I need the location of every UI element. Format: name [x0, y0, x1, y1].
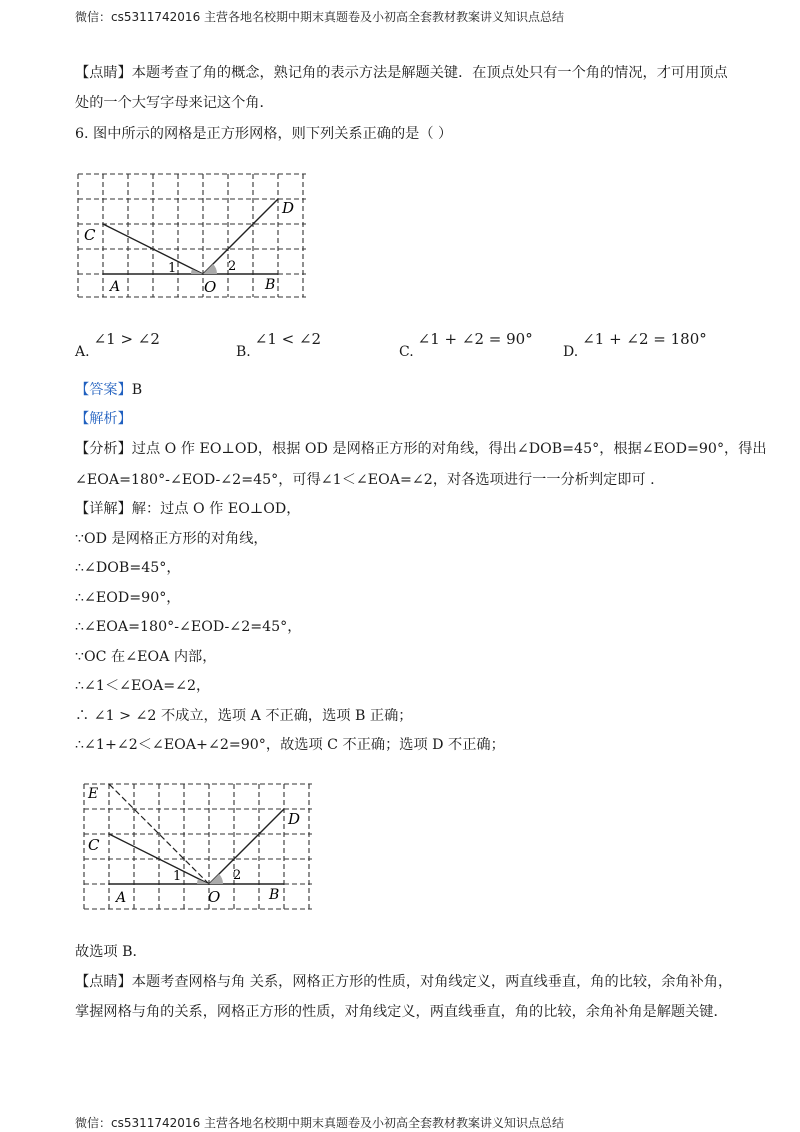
final-comment-tag: 【点睛】: [75, 974, 132, 990]
detail-line-2: ∴∠DOB=45°，: [75, 560, 181, 576]
prev-comment-line2: 处的一个大写字母来记这个角．: [75, 95, 274, 111]
detail-line-6: ∴∠1＜∠EOA=∠2，: [75, 678, 211, 694]
label-1: 1: [168, 261, 177, 276]
analysis-tag: 【分析】: [75, 441, 132, 457]
label-2-2: 2: [233, 868, 242, 883]
label-c-2: C: [88, 836, 100, 854]
option-c-label: C.: [399, 344, 414, 360]
option-b-expr: ∠1 < ∠2: [254, 330, 322, 348]
page-footer: 微信：cs5311742016 主营各地名校期中期末真题卷及小初高全套教材教案讲义知识点总结: [75, 1116, 565, 1130]
final-comment-line1: [75, 973, 732, 991]
option-d-expr: ∠1 + ∠2 = 180°: [582, 330, 707, 348]
prev-comment-tag: 【点睛】: [75, 65, 132, 81]
question-text: 6. 图中所示的网格是正方形网格，则下列关系正确的是（ ）: [75, 126, 453, 142]
label-o: O: [204, 278, 217, 296]
label-2: 2: [228, 259, 237, 274]
detail-line-1: ∵OD 是网格正方形的对角线，: [75, 531, 268, 547]
angle-2-mark: [203, 264, 217, 274]
analysis-line2: ∠EOA=180°-∠EOD-∠2=45°，可得∠1＜∠EOA=∠2，对各选项进行一一分析判定即可 .: [75, 472, 655, 488]
prev-comment-line1: [75, 64, 728, 82]
label-a-2: A: [116, 890, 127, 906]
prev-comment-text1: 本题考查了角的概念，熟记角的表示方法是解题关键．在顶点处只有一个角的情况，才可用顶点: [131, 65, 728, 81]
option-b-label: B.: [236, 344, 251, 360]
figure-2-grid: [76, 778, 321, 918]
ray-od: [203, 199, 278, 274]
option-b: [236, 330, 322, 360]
answer-line: [75, 381, 142, 399]
conclusion-text: 故选项 B．: [75, 944, 147, 960]
detail-line-3: ∴∠EOD=90°，: [75, 590, 181, 606]
detail-line-8: ∴∠1+∠2＜∠EOA+∠2=90°，故选项 C 不正确；选项 D 不正确；: [75, 737, 505, 753]
label-a: A: [110, 279, 121, 295]
analysis-text1: 过点 O 作 EO⊥OD，根据 OD 是网格正方形的对角线，得出∠DOB=45°，根据∠EOD=90°，得出: [131, 441, 767, 457]
option-d-label: D.: [563, 344, 579, 360]
figure-1-grid: [70, 168, 315, 303]
final-comment-text1: 本题考查网格与角 关系，网格正方形的性质，对角线定义，两直线垂直，角的比较，余角补角，: [131, 974, 733, 990]
detail-line-4: ∴∠EOA=180°-∠EOD-∠2=45°，: [75, 619, 302, 635]
analysis-header: 【解析】: [75, 411, 132, 427]
option-d: [563, 330, 707, 360]
detail-text0: 解：过点 O 作 EO⊥OD，: [131, 501, 301, 517]
angle-2-mark-2: [209, 874, 223, 884]
detail-line-5: ∵OC 在∠EOA 内部，: [75, 649, 217, 665]
option-a: [75, 330, 160, 360]
option-a-expr: ∠1 > ∠2: [93, 330, 160, 348]
ray-od-2: [209, 809, 284, 884]
detail-line-0: [75, 500, 300, 518]
label-1-2: 1: [173, 869, 182, 884]
detail-line-7: ∴ ∠1 > ∠2 不成立，选项 A 不正确，选项 B 正确；: [75, 708, 413, 724]
detail-tag: 【详解】: [75, 501, 132, 517]
option-a-label: A.: [75, 344, 90, 360]
page-header: 微信：cs5311742016 主营各地名校期中期末真题卷及小初高全套教材教案讲义知识点总结: [75, 10, 565, 24]
answer-value: B: [131, 382, 143, 398]
analysis-line1: [75, 440, 767, 458]
final-comment-line2: 掌握网格与角的关系，网格正方形的性质，对角线定义，两直线垂直，角的比较，余角补角是解题关键．: [75, 1004, 728, 1020]
label-b-2: B: [269, 887, 280, 903]
option-c: [399, 330, 533, 360]
label-o-2: O: [208, 888, 221, 906]
option-c-expr: ∠1 + ∠2 = 90°: [417, 330, 533, 348]
label-e-2: E: [88, 786, 99, 802]
label-c: C: [84, 226, 96, 244]
label-b: B: [265, 277, 276, 293]
answer-tag: 【答案】: [75, 382, 132, 398]
label-d-2: D: [288, 810, 301, 828]
label-d: D: [282, 199, 295, 217]
angle-1-mark: [191, 269, 203, 274]
